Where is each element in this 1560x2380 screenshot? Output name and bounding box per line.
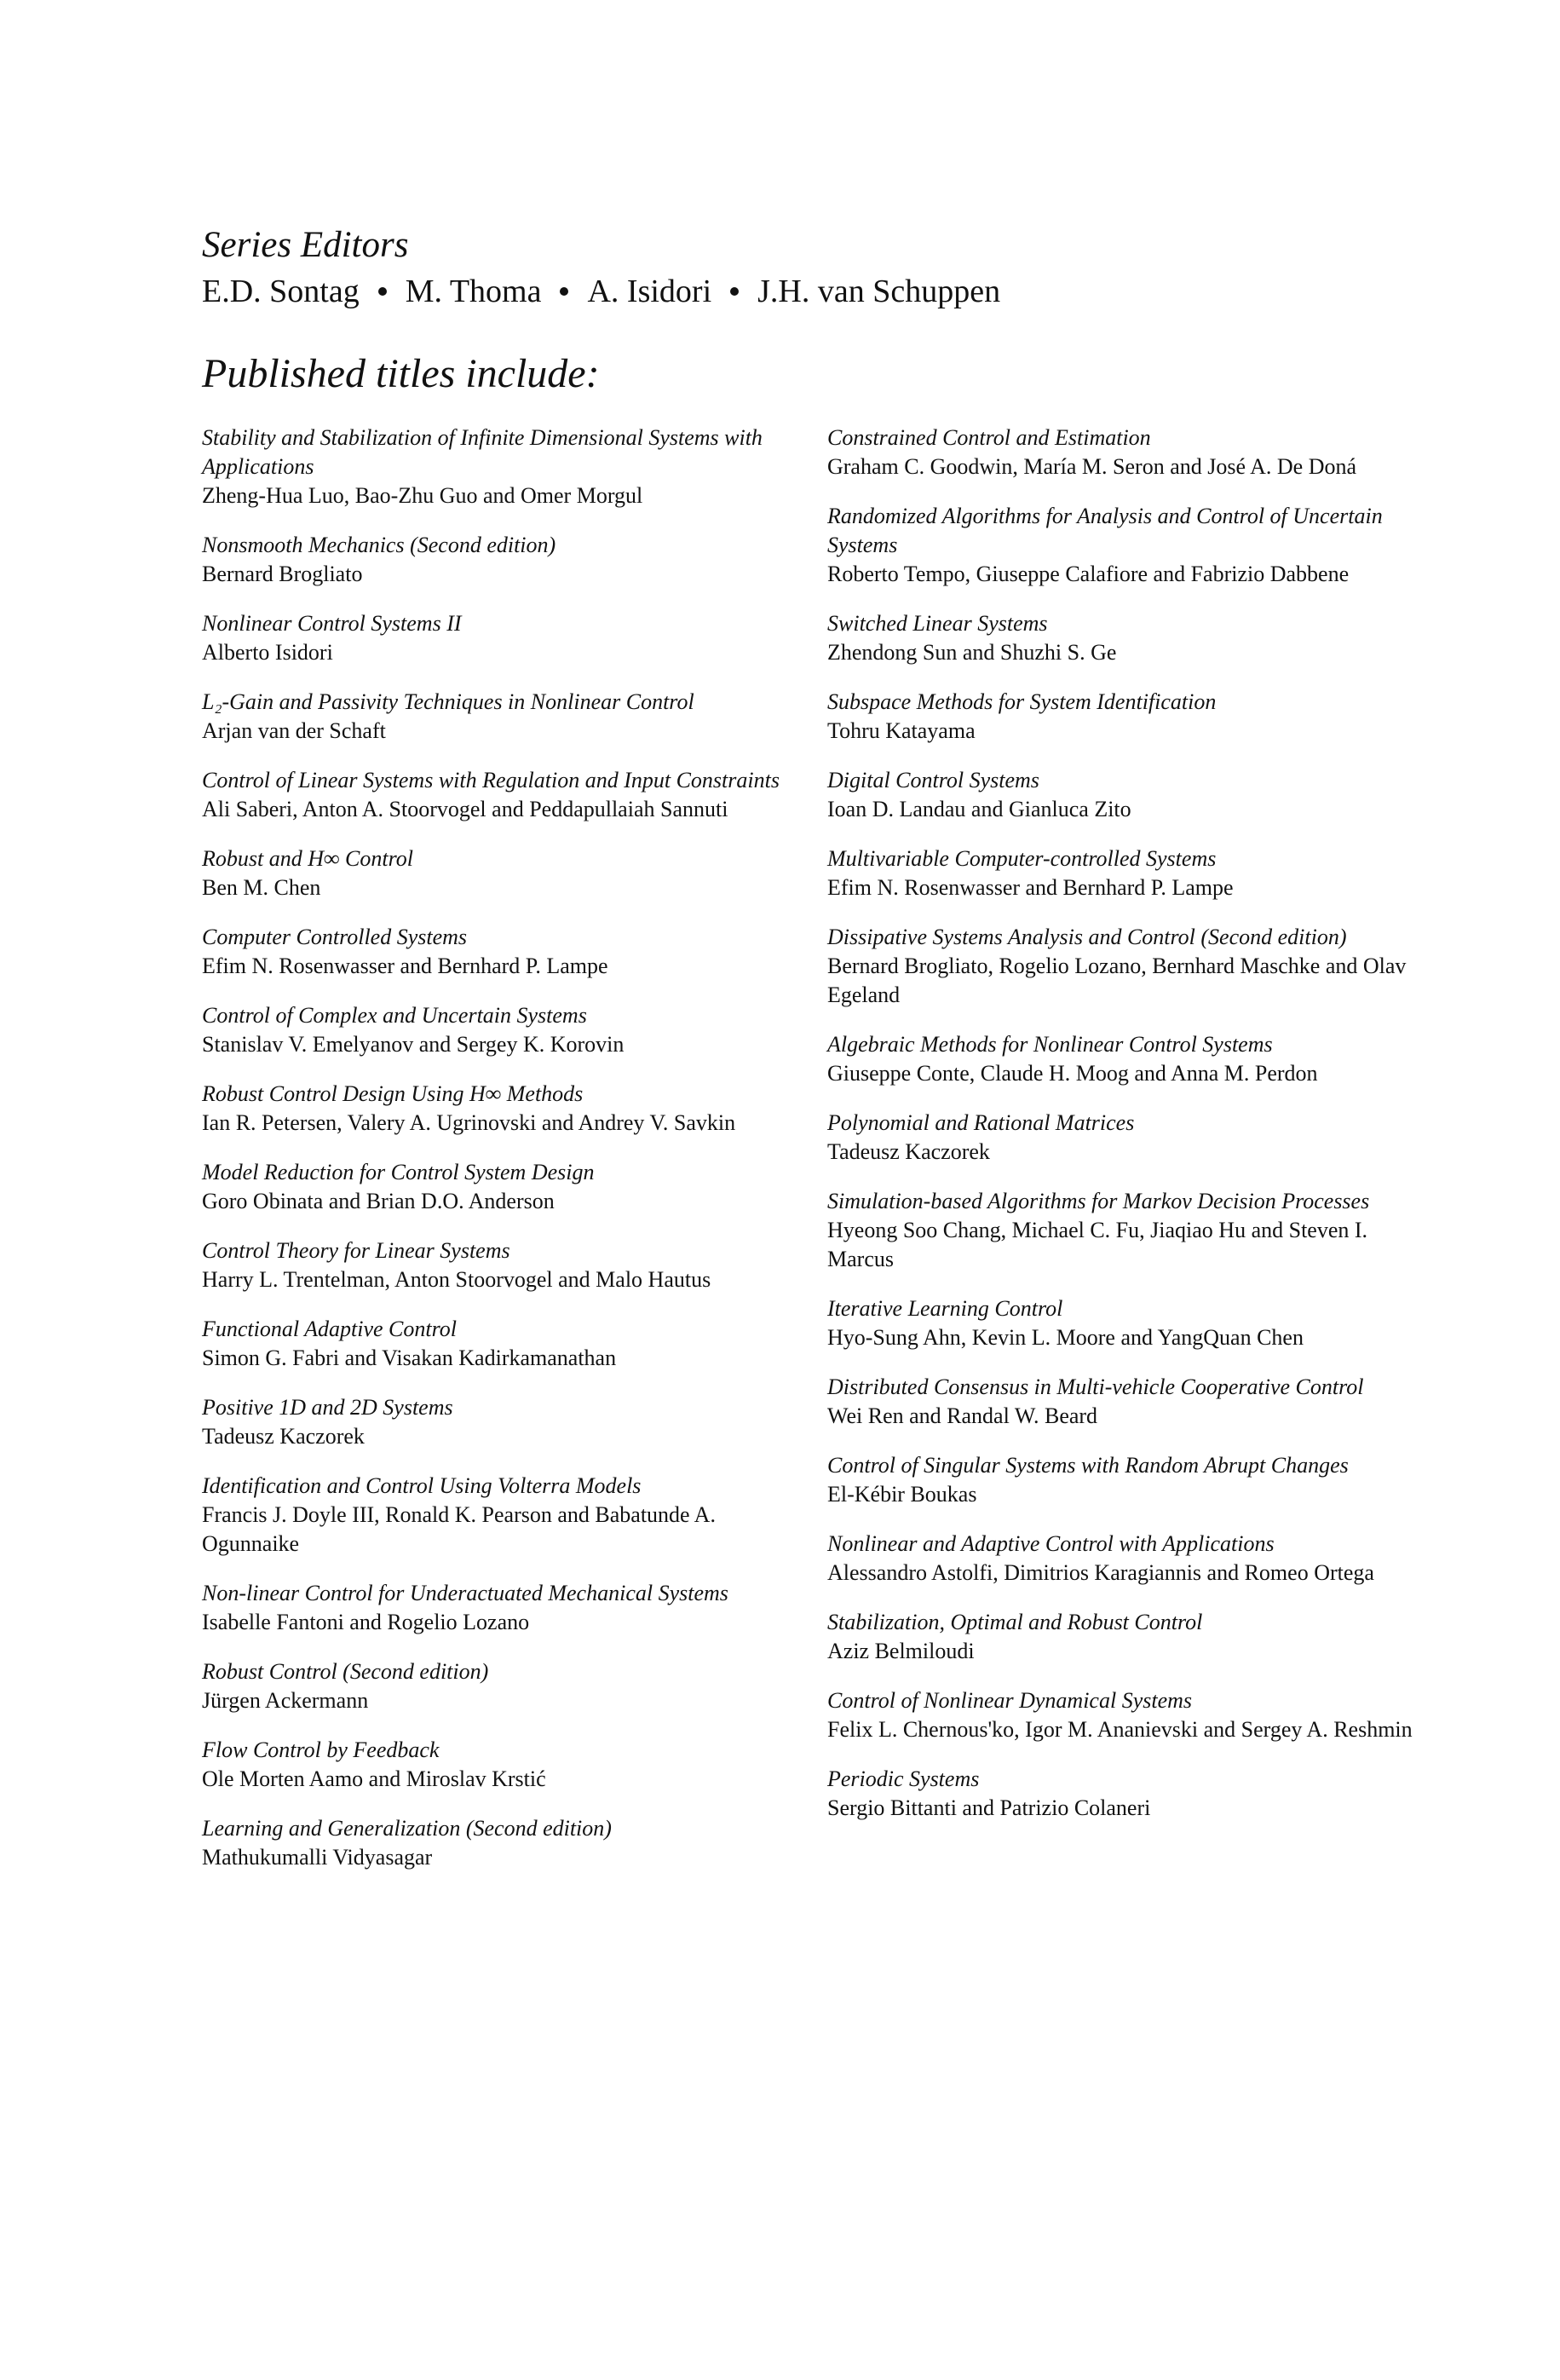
title-entry [827, 1608, 1424, 1666]
book-title: Non-linear Control for Underactuated Mechanical Systems [202, 1581, 728, 1605]
title-entry [202, 531, 798, 589]
title-entry [202, 1657, 798, 1715]
book-authors: Simon G. Fabri and Visakan Kadirkamanathan [202, 1346, 617, 1370]
editor-name: E.D. Sontag [202, 274, 360, 309]
title-entry [202, 424, 798, 510]
book-title: Positive 1D and 2D Systems [202, 1395, 453, 1420]
book-authors: Ali Saberi, Anton A. Stoorvogel and Peddapullaiah Sannuti [202, 797, 728, 821]
book-authors: Harry L. Trentelman, Anton Stoorvogel and Malo Hautus [202, 1267, 711, 1292]
book-title: Constrained Control and Estimation [827, 425, 1151, 450]
title-entry [827, 1765, 1424, 1823]
book-title: Subspace Methods for System Identification [827, 689, 1217, 714]
book-title: Robust Control (Second edition) [202, 1659, 489, 1684]
book-authors: Ioan D. Landau and Gianluca Zito [827, 797, 1131, 821]
book-authors: Giuseppe Conte, Claude H. Moog and Anna M. Perdon [827, 1061, 1318, 1086]
editor-name: M. Thoma [405, 274, 542, 309]
book-authors: Felix L. Chernous'ko, Igor M. Ananievski and Sergey A. Reshmin [827, 1717, 1413, 1742]
title-entry [202, 844, 798, 902]
title-entry [827, 424, 1424, 481]
title-entry [202, 609, 798, 667]
book-title: Stability and Stabilization of Infinite Dimensional Systems with Applications [202, 425, 763, 479]
book-title: Polynomial and Rational Matrices [827, 1110, 1135, 1135]
bullet-icon [378, 287, 387, 296]
book-authors: Alberto Isidori [202, 640, 333, 665]
book-authors: Sergio Bittanti and Patrizio Colaneri [827, 1795, 1151, 1820]
title-entry [202, 766, 798, 824]
title-entry [202, 1393, 798, 1451]
book-title: L₂-Gain and Passivity Techniques in Nonlinear Control [202, 689, 694, 714]
book-title: Stabilization, Optimal and Robust Control [827, 1610, 1203, 1634]
book-title: Nonlinear and Adaptive Control with Applications [827, 1531, 1275, 1556]
book-title: Digital Control Systems [827, 768, 1039, 792]
title-entry [827, 844, 1424, 902]
book-authors: Mathukumalli Vidyasagar [202, 1845, 433, 1870]
book-authors: Jürgen Ackermann [202, 1688, 369, 1713]
title-entry [202, 1736, 798, 1794]
title-entry [827, 1109, 1424, 1167]
book-title: Model Reduction for Control System Design [202, 1160, 595, 1184]
book-authors: Bernard Brogliato, Rogelio Lozano, Bernhard Maschke and Olav Egeland [827, 954, 1407, 1007]
title-entry [827, 1187, 1424, 1274]
book-authors: Tohru Katayama [827, 718, 976, 743]
book-authors: Ben M. Chen [202, 875, 321, 900]
book-title: Identification and Control Using Volterra Models [202, 1473, 642, 1498]
book-authors: Efim N. Rosenwasser and Bernhard P. Lampe [827, 875, 1234, 900]
published-titles-heading: Published titles include: [202, 351, 600, 396]
book-title: Control of Linear Systems with Regulation and Input Constraints [202, 768, 780, 792]
book-title: Control Theory for Linear Systems [202, 1238, 510, 1263]
book-title: Multivariable Computer-controlled Systems [827, 846, 1217, 871]
title-entry [827, 609, 1424, 667]
title-entry [827, 923, 1424, 1010]
book-authors: Isabelle Fantoni and Rogelio Lozano [202, 1610, 530, 1634]
book-title: Robust Control Design Using H∞ Methods [202, 1081, 584, 1106]
right-title-column [827, 424, 1424, 1843]
title-entry [202, 1236, 798, 1294]
book-authors: Hyo-Sung Ahn, Kevin L. Moore and YangQuan Chen [827, 1325, 1304, 1350]
bullet-icon [730, 287, 739, 296]
title-entry [827, 1686, 1424, 1744]
book-authors: Bernard Brogliato [202, 562, 363, 586]
editor-name: J.H. van Schuppen [757, 274, 1001, 309]
book-authors: Tadeusz Kaczorek [202, 1424, 365, 1449]
editor-name: A. Isidori [587, 274, 712, 309]
book-authors: Hyeong Soo Chang, Michael C. Fu, Jiaqiao Hu and Steven I. Marcus [827, 1218, 1368, 1271]
book-authors: Ole Morten Aamo and Miroslav Krstić [202, 1766, 546, 1791]
book-title: Control of Nonlinear Dynamical Systems [827, 1688, 1193, 1713]
book-authors: Tadeusz Kaczorek [827, 1139, 990, 1164]
book-authors: Arjan van der Schaft [202, 718, 386, 743]
book-title: Distributed Consensus in Multi-vehicle Cooperative Control [827, 1374, 1364, 1399]
book-authors: Ian R. Petersen, Valery A. Ugrinovski and Andrey V. Savkin [202, 1110, 736, 1135]
book-authors: Roberto Tempo, Giuseppe Calafiore and Fabrizio Dabbene [827, 562, 1350, 586]
book-authors: Efim N. Rosenwasser and Bernhard P. Lampe [202, 954, 608, 978]
book-title: Switched Linear Systems [827, 611, 1048, 636]
book-title: Iterative Learning Control [827, 1296, 1063, 1321]
book-authors: Zheng-Hua Luo, Bao-Zhu Guo and Omer Morgul [202, 483, 643, 508]
book-title: Computer Controlled Systems [202, 925, 468, 949]
book-title: Learning and Generalization (Second edition) [202, 1816, 612, 1841]
book-title: Robust and H∞ Control [202, 846, 413, 871]
book-title: Functional Adaptive Control [202, 1317, 457, 1341]
book-title: Control of Singular Systems with Random Abrupt Changes [827, 1453, 1349, 1478]
book-authors: Stanislav V. Emelyanov and Sergey K. Korovin [202, 1032, 625, 1057]
editors-list [202, 273, 1000, 312]
book-authors: Graham C. Goodwin, María M. Seron and José A. De Doná [827, 454, 1357, 479]
title-entry [202, 1472, 798, 1559]
title-entry [202, 1579, 798, 1637]
book-title: Algebraic Methods for Nonlinear Control Systems [827, 1032, 1273, 1057]
book-title: Nonlinear Control Systems II [202, 611, 462, 636]
title-entry [827, 688, 1424, 746]
book-title: Dissipative Systems Analysis and Control (Second edition) [827, 925, 1347, 949]
title-entry [202, 1080, 798, 1138]
book-authors: Aziz Belmiloudi [827, 1639, 975, 1663]
title-entry [202, 923, 798, 981]
left-title-column [202, 424, 798, 1893]
book-title: Randomized Algorithms for Analysis and Control of Uncertain Systems [827, 504, 1383, 557]
title-entry [827, 1451, 1424, 1509]
book-authors: Francis J. Doyle III, Ronald K. Pearson and Babatunde A. Ogunnaike [202, 1502, 716, 1556]
title-entry [827, 766, 1424, 824]
book-authors: Goro Obinata and Brian D.O. Anderson [202, 1189, 555, 1213]
series-editors-heading: Series Editors [202, 225, 409, 265]
title-entry [827, 502, 1424, 589]
title-entry [202, 1315, 798, 1373]
title-entry [202, 1158, 798, 1216]
book-authors: Alessandro Astolfi, Dimitrios Karagiannis and Romeo Ortega [827, 1560, 1374, 1585]
book-title: Nonsmooth Mechanics (Second edition) [202, 533, 556, 557]
book-title: Flow Control by Feedback [202, 1737, 440, 1762]
title-entry [827, 1373, 1424, 1431]
title-entry [202, 1814, 798, 1872]
title-entry [827, 1030, 1424, 1088]
book-authors: Zhendong Sun and Shuzhi S. Ge [827, 640, 1117, 665]
book-title: Control of Complex and Uncertain Systems [202, 1003, 587, 1028]
title-entry [827, 1530, 1424, 1588]
book-authors: El-Kébir Boukas [827, 1482, 977, 1507]
bullet-icon [560, 287, 568, 296]
title-entry [202, 688, 798, 746]
book-title: Periodic Systems [827, 1766, 980, 1791]
book-title: Simulation-based Algorithms for Markov Decision Processes [827, 1189, 1370, 1213]
title-entry [202, 1001, 798, 1059]
book-authors: Wei Ren and Randal W. Beard [827, 1403, 1098, 1428]
title-entry [827, 1294, 1424, 1352]
